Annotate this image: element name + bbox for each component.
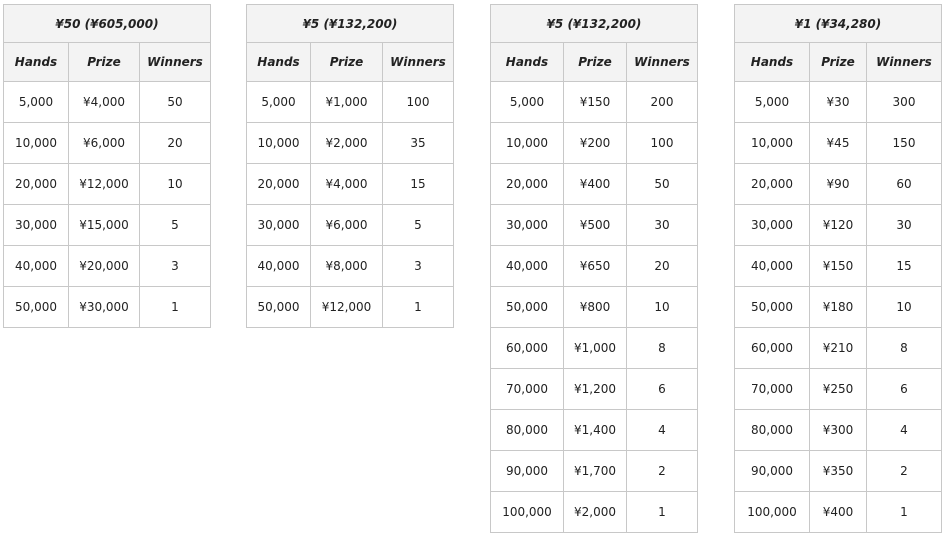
prize-cell: ¥6,000 xyxy=(311,205,383,246)
column-header-prize: Prize xyxy=(311,43,383,82)
winners-cell: 8 xyxy=(867,328,942,369)
table-row xyxy=(247,246,454,287)
winners-cell: 200 xyxy=(627,82,698,123)
prize-cell: ¥30,000 xyxy=(69,287,140,328)
column-header-winners: Winners xyxy=(627,43,698,82)
hands-cell: 90,000 xyxy=(491,451,564,492)
hands-cell: 30,000 xyxy=(247,205,311,246)
winners-cell: 10 xyxy=(140,164,211,205)
prize-cell: ¥1,000 xyxy=(564,328,627,369)
prize-cell: ¥1,400 xyxy=(564,410,627,451)
hands-cell: 30,000 xyxy=(735,205,810,246)
column-header-winners: Winners xyxy=(383,43,454,82)
hands-cell: 90,000 xyxy=(735,451,810,492)
table-title: ¥1 (¥34,280) xyxy=(735,5,942,43)
hands-cell: 100,000 xyxy=(491,492,564,533)
winners-cell: 1 xyxy=(627,492,698,533)
hands-cell: 20,000 xyxy=(491,164,564,205)
hands-cell: 50,000 xyxy=(491,287,564,328)
prize-cell: ¥4,000 xyxy=(311,164,383,205)
winners-cell: 35 xyxy=(383,123,454,164)
prize-cell: ¥6,000 xyxy=(69,123,140,164)
winners-cell: 50 xyxy=(140,82,211,123)
column-header-hands: Hands xyxy=(491,43,564,82)
hands-cell: 10,000 xyxy=(491,123,564,164)
hands-cell: 100,000 xyxy=(735,492,810,533)
hands-cell: 70,000 xyxy=(735,369,810,410)
table-row xyxy=(735,492,942,533)
prize-cell: ¥12,000 xyxy=(69,164,140,205)
hands-cell: 20,000 xyxy=(735,164,810,205)
table-row xyxy=(735,451,942,492)
prize-cell: ¥15,000 xyxy=(69,205,140,246)
prize-cell: ¥8,000 xyxy=(311,246,383,287)
winners-cell: 30 xyxy=(627,205,698,246)
table-row xyxy=(491,369,698,410)
prize-cell: ¥45 xyxy=(810,123,867,164)
hands-cell: 40,000 xyxy=(491,246,564,287)
winners-cell: 2 xyxy=(867,451,942,492)
winners-cell: 1 xyxy=(867,492,942,533)
table-row xyxy=(735,287,942,328)
winners-cell: 8 xyxy=(627,328,698,369)
table-row xyxy=(735,369,942,410)
hands-cell: 40,000 xyxy=(247,246,311,287)
hands-cell: 30,000 xyxy=(491,205,564,246)
prize-cell: ¥1,000 xyxy=(311,82,383,123)
table-row xyxy=(735,246,942,287)
winners-cell: 4 xyxy=(867,410,942,451)
hands-cell: 80,000 xyxy=(735,410,810,451)
table-row xyxy=(4,164,211,205)
column-header-prize: Prize xyxy=(69,43,140,82)
table-row xyxy=(735,164,942,205)
table-row xyxy=(735,328,942,369)
table-row xyxy=(247,287,454,328)
column-header-prize: Prize xyxy=(810,43,867,82)
winners-cell: 3 xyxy=(383,246,454,287)
hands-cell: 30,000 xyxy=(4,205,69,246)
table-row xyxy=(4,205,211,246)
table-row xyxy=(247,123,454,164)
table-row xyxy=(735,82,942,123)
prize-cell: ¥650 xyxy=(564,246,627,287)
table-row xyxy=(491,410,698,451)
prize-cell: ¥400 xyxy=(810,492,867,533)
winners-cell: 30 xyxy=(867,205,942,246)
column-header-hands: Hands xyxy=(247,43,311,82)
column-header-hands: Hands xyxy=(4,43,69,82)
hands-cell: 60,000 xyxy=(735,328,810,369)
hands-cell: 5,000 xyxy=(735,82,810,123)
winners-cell: 6 xyxy=(627,369,698,410)
table-row xyxy=(491,205,698,246)
hands-cell: 10,000 xyxy=(247,123,311,164)
table-row xyxy=(4,123,211,164)
prize-cell: ¥350 xyxy=(810,451,867,492)
winners-cell: 20 xyxy=(627,246,698,287)
winners-cell: 100 xyxy=(627,123,698,164)
prize-cell: ¥300 xyxy=(810,410,867,451)
winners-cell: 100 xyxy=(383,82,454,123)
winners-cell: 50 xyxy=(627,164,698,205)
winners-cell: 20 xyxy=(140,123,211,164)
hands-cell: 20,000 xyxy=(4,164,69,205)
table-row xyxy=(491,451,698,492)
table-row xyxy=(491,123,698,164)
prize-cell: ¥180 xyxy=(810,287,867,328)
winners-cell: 300 xyxy=(867,82,942,123)
prize-cell: ¥800 xyxy=(564,287,627,328)
prize-table-2 xyxy=(246,4,454,328)
winners-cell: 4 xyxy=(627,410,698,451)
prize-cell: ¥200 xyxy=(564,123,627,164)
hands-cell: 5,000 xyxy=(247,82,311,123)
prize-cell: ¥20,000 xyxy=(69,246,140,287)
prize-cell: ¥150 xyxy=(564,82,627,123)
hands-cell: 5,000 xyxy=(4,82,69,123)
winners-cell: 5 xyxy=(383,205,454,246)
column-header-hands: Hands xyxy=(735,43,810,82)
prize-cell: ¥1,200 xyxy=(564,369,627,410)
hands-cell: 20,000 xyxy=(247,164,311,205)
hands-cell: 5,000 xyxy=(491,82,564,123)
winners-cell: 15 xyxy=(867,246,942,287)
prize-cell: ¥4,000 xyxy=(69,82,140,123)
prize-table-4 xyxy=(734,4,942,533)
prize-table-3 xyxy=(490,4,698,533)
column-header-winners: Winners xyxy=(140,43,211,82)
table-title: ¥5 (¥132,200) xyxy=(491,5,698,43)
table-row xyxy=(735,410,942,451)
prize-table-1 xyxy=(3,4,211,328)
prize-cell: ¥2,000 xyxy=(311,123,383,164)
winners-cell: 15 xyxy=(383,164,454,205)
hands-cell: 60,000 xyxy=(491,328,564,369)
winners-cell: 150 xyxy=(867,123,942,164)
prize-cell: ¥1,700 xyxy=(564,451,627,492)
prize-cell: ¥210 xyxy=(810,328,867,369)
column-header-winners: Winners xyxy=(867,43,942,82)
table-row xyxy=(491,287,698,328)
hands-cell: 10,000 xyxy=(735,123,810,164)
winners-cell: 1 xyxy=(383,287,454,328)
winners-cell: 10 xyxy=(867,287,942,328)
winners-cell: 60 xyxy=(867,164,942,205)
table-row xyxy=(491,164,698,205)
winners-cell: 3 xyxy=(140,246,211,287)
table-row xyxy=(4,287,211,328)
table-row xyxy=(491,492,698,533)
hands-cell: 50,000 xyxy=(247,287,311,328)
hands-cell: 80,000 xyxy=(491,410,564,451)
prize-cell: ¥250 xyxy=(810,369,867,410)
winners-cell: 6 xyxy=(867,369,942,410)
table-row xyxy=(491,246,698,287)
prize-cell: ¥500 xyxy=(564,205,627,246)
winners-cell: 2 xyxy=(627,451,698,492)
column-header-prize: Prize xyxy=(564,43,627,82)
prize-cell: ¥30 xyxy=(810,82,867,123)
table-row xyxy=(491,328,698,369)
prize-cell: ¥2,000 xyxy=(564,492,627,533)
prize-cell: ¥90 xyxy=(810,164,867,205)
winners-cell: 5 xyxy=(140,205,211,246)
table-title: ¥5 (¥132,200) xyxy=(247,5,454,43)
table-row xyxy=(247,82,454,123)
prize-cell: ¥150 xyxy=(810,246,867,287)
prize-cell: ¥400 xyxy=(564,164,627,205)
table-title: ¥50 (¥605,000) xyxy=(4,5,211,43)
winners-cell: 1 xyxy=(140,287,211,328)
prize-cell: ¥120 xyxy=(810,205,867,246)
hands-cell: 40,000 xyxy=(735,246,810,287)
table-row xyxy=(247,205,454,246)
table-row xyxy=(247,164,454,205)
table-row xyxy=(735,123,942,164)
hands-cell: 50,000 xyxy=(4,287,69,328)
hands-cell: 40,000 xyxy=(4,246,69,287)
hands-cell: 10,000 xyxy=(4,123,69,164)
hands-cell: 70,000 xyxy=(491,369,564,410)
winners-cell: 10 xyxy=(627,287,698,328)
hands-cell: 50,000 xyxy=(735,287,810,328)
table-row xyxy=(491,82,698,123)
prize-cell: ¥12,000 xyxy=(311,287,383,328)
table-row xyxy=(4,246,211,287)
table-row xyxy=(735,205,942,246)
table-row xyxy=(4,82,211,123)
